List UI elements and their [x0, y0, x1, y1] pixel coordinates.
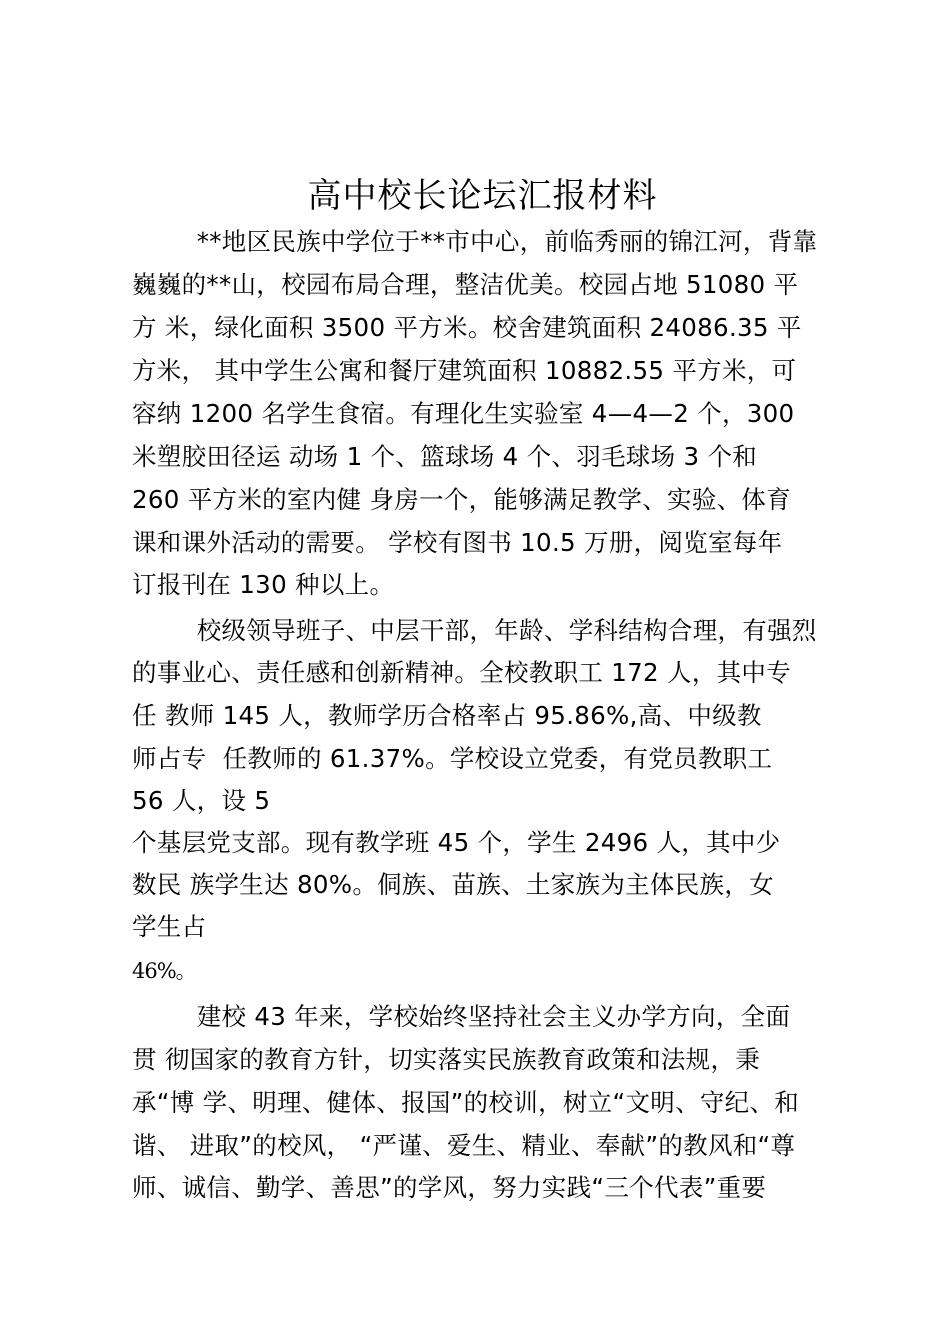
paragraph-line: 贯 彻国家的教育方针，切实落实民族教育政策和法规，秉	[132, 1045, 761, 1074]
paragraph-line: 米塑胶田径运 动场 1 个、篮球场 4 个、羽毛球场 3 个和	[132, 442, 758, 471]
paragraph-line: 任 教师 145 人，教师学历合格率占 95.86%,高、中级教	[132, 701, 762, 730]
document-title: 高中校长论坛汇报材料	[307, 176, 658, 216]
paragraph-line: 巍巍的**山，校园布局合理，整洁优美。校园占地 51080 平	[132, 270, 799, 299]
paragraph-line: 个基层党支部。现有教学班 45 个，学生 2496 人，其中少	[132, 828, 781, 857]
paragraph-line: 260 平方米的室内健 身房一个，能够满足教学、实验、体育	[132, 485, 792, 514]
paragraph-line: 订报刊在 130 种以上。	[132, 570, 395, 599]
paragraph-line: 方米， 其中学生公寓和餐厅建筑面积 10882.55 平方米，可	[132, 356, 797, 385]
paragraph-line: 方 米，绿化面积 3500 平方米。校舍建筑面积 24086.35 平	[132, 313, 802, 342]
paragraph-line: 学生占	[132, 912, 207, 941]
paragraph-line: **地区民族中学位于**市中心，前临秀丽的锦江河，背靠	[132, 227, 818, 256]
paragraph-line: 承“博 学、明理、健体、报国”的校训，树立“文明、守纪、和	[132, 1088, 800, 1117]
paragraph-line: 数民 族学生达 80%。侗族、苗族、土家族为主体民族，女	[132, 870, 774, 899]
paragraph-line: 校级领导班子、中层干部，年龄、学科结构合理，有强烈	[132, 616, 817, 645]
paragraph-line: 46%。	[132, 959, 196, 983]
paragraph-line: 课和课外活动的需要。 学校有图书 10.5 万册，阅览室每年	[132, 528, 783, 557]
paragraph-line: 谐、 进取”的校风， “严谨、爱生、精业、奉献”的教风和“尊	[132, 1131, 796, 1160]
paragraph-line: 建校 43 年来，学校始终坚持社会主义办学方向，全面	[132, 1002, 791, 1031]
paragraph-line: 师、诚信、勤学、善思”的学风，努力实践“三个代表”重要	[132, 1173, 767, 1202]
paragraph-line: 容纳 1200 名学生食宿。有理化生实验室 4—4—2 个，300	[132, 399, 795, 428]
paragraph-line: 56 人，设 5	[132, 786, 271, 815]
paragraph-line: 师占专 任教师的 61.37%。学校设立党委，有党员教职工	[132, 744, 773, 773]
paragraph-line: 的事业心、责任感和创新精神。全校教职工 172 人，其中专	[132, 658, 792, 687]
